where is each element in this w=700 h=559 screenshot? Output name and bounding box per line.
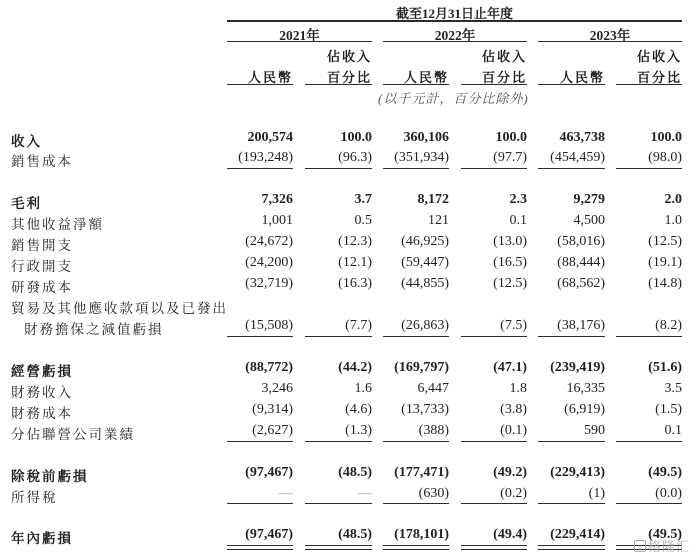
cell-rmb-2022: 121: [428, 213, 449, 228]
cell-rmb-2021: (2,627): [252, 423, 293, 438]
row-label: 銷售開支: [11, 238, 73, 253]
cell-rmb-2021: 200,574: [247, 130, 293, 145]
row-label: 其他收益淨額: [11, 217, 104, 232]
total-double-rule: [383, 545, 449, 550]
cell-rmb-2022: (13,733): [401, 402, 449, 417]
cell-rmb-2022: 6,447: [417, 381, 449, 396]
col-pct-header-2021-l1: 佔收入: [326, 49, 372, 64]
cell-rmb-2021: (9,314): [252, 402, 293, 417]
cell-pct-2023: 3.5: [664, 381, 682, 396]
cell-pct-2021: (7.7): [345, 318, 372, 333]
cell-pct-2021: 100.0: [340, 130, 372, 145]
row-label: 收入: [11, 134, 42, 149]
watermark-logo-icon: [634, 540, 646, 552]
unit-note: (以千元計，百分比除外): [378, 91, 529, 106]
table-row-cost-of-sales: [0, 150, 700, 170]
cell-rmb-2021: (97,467): [245, 465, 293, 480]
table-row-operating-loss: [0, 360, 700, 380]
subtotal-rule: [461, 503, 527, 504]
cell-pct-2022: 100.0: [495, 130, 527, 145]
cell-pct-2023: (51.6): [648, 360, 682, 375]
subtotal-rule: [227, 503, 293, 504]
subtotal-rule: [616, 503, 682, 504]
header-top-rule: [227, 20, 682, 22]
cell-pct-2021: (16.3): [338, 276, 372, 291]
cell-pct-2022: (7.5): [500, 318, 527, 333]
row-label: 經營虧損: [11, 364, 73, 379]
year-rule-2022: [383, 41, 527, 42]
col-pct-header-2023-l2: 百分比: [636, 70, 682, 85]
cell-pct-2023: (14.8): [648, 276, 682, 291]
subtotal-rule: [227, 168, 293, 169]
cell-pct-2021: (12.1): [338, 255, 372, 270]
cell-pct-2021: 1.6: [354, 381, 372, 396]
cell-pct-2022: 1.8: [509, 381, 527, 396]
table-row-share-of-associates: [0, 423, 700, 443]
cell-pct-2022: (97.7): [493, 150, 527, 165]
cell-pct-2021: 3.7: [354, 192, 372, 207]
cell-pct-2022: 0.1: [509, 213, 527, 228]
cell-pct-2021: (4.6): [345, 402, 372, 417]
cell-pct-2023: (1.5): [655, 402, 682, 417]
subtotal-rule: [616, 441, 682, 442]
cell-rmb-2022: (59,447): [401, 255, 449, 270]
cell-pct-2021: (48.5): [338, 527, 372, 542]
cell-pct-2023: (0.0): [655, 486, 682, 501]
cell-rmb-2023: 4,500: [573, 213, 605, 228]
cell-pct-2022: (16.5): [493, 255, 527, 270]
col-pct-header-2022-l1: 佔收入: [481, 49, 527, 64]
cell-pct-2023: (49.5): [648, 465, 682, 480]
cell-rmb-2021: (24,672): [245, 234, 293, 249]
subtotal-rule: [461, 336, 527, 337]
cell-pct-2021: (12.3): [338, 234, 372, 249]
subtotal-rule: [383, 168, 449, 169]
table-row-loss-for-year: [0, 527, 700, 547]
cell-pct-2022: (49.2): [493, 465, 527, 480]
cell-rmb-2023: (229,413): [550, 465, 605, 480]
cell-rmb-2023: (1): [588, 486, 605, 501]
table-row-other-income: [0, 213, 700, 233]
cell-pct-2023: (19.1): [648, 255, 682, 270]
cell-rmb-2022: (388): [418, 423, 449, 438]
subtotal-rule: [461, 168, 527, 169]
col-rmb-header-2022: 人民幣: [403, 70, 449, 85]
row-label: 銷售成本: [11, 154, 73, 169]
row-label: 毛利: [11, 196, 42, 211]
total-double-rule: [305, 545, 372, 550]
subtotal-rule: [538, 336, 605, 337]
cell-pct-2021: (44.2): [338, 360, 372, 375]
subtotal-rule: [383, 441, 449, 442]
subtotal-rule: [538, 168, 605, 169]
cell-pct-2023: 1.0: [664, 213, 682, 228]
subtotal-rule: [227, 441, 293, 442]
cell-rmb-2021: 3,246: [261, 381, 293, 396]
table-row-revenue: [0, 130, 700, 150]
cell-rmb-2021: (193,248): [238, 150, 293, 165]
cell-rmb-2021: (88,772): [245, 360, 293, 375]
row-label: 分佔聯營公司業績: [11, 427, 135, 442]
col-header-rule: [538, 84, 605, 85]
row-label: 所得稅: [11, 490, 58, 505]
cell-pct-2022: (3.8): [500, 402, 527, 417]
watermark-text: 格隆汇: [648, 540, 691, 555]
total-double-rule: [461, 545, 527, 550]
cell-rmb-2022: (178,101): [394, 527, 449, 542]
table-row-rnd-costs: [0, 276, 700, 296]
col-pct-header-2021-l2: 百分比: [326, 70, 372, 85]
subtotal-rule: [383, 336, 449, 337]
subtotal-rule: [461, 441, 527, 442]
year-2022: 2022年: [434, 28, 476, 43]
cell-pct-2021: (96.3): [338, 150, 372, 165]
cell-rmb-2022: 8,172: [417, 192, 449, 207]
year-rule-2021: [227, 41, 372, 42]
row-label: 財務成本: [11, 406, 73, 421]
cell-pct-2022: (0.2): [500, 486, 527, 501]
cell-rmb-2021: (32,719): [245, 276, 293, 291]
cell-rmb-2023: (454,459): [550, 150, 605, 165]
cell-rmb-2021: —: [279, 486, 293, 501]
year-rule-2023: [538, 41, 682, 42]
row-label: 除稅前虧損: [11, 469, 89, 484]
cell-pct-2023: 2.0: [664, 192, 682, 207]
table-row-gross-profit: [0, 192, 700, 212]
cell-pct-2022: (12.5): [493, 276, 527, 291]
col-header-rule: [383, 84, 449, 85]
cell-pct-2021: (1.3): [345, 423, 372, 438]
subtotal-rule: [305, 441, 372, 442]
col-header-rule: [461, 84, 527, 85]
row-label: 研發成本: [11, 280, 73, 295]
cell-rmb-2022: (26,863): [401, 318, 449, 333]
cell-rmb-2022: (46,925): [401, 234, 449, 249]
col-rmb-header-2021: 人民幣: [247, 70, 293, 85]
table-row-admin-expenses: [0, 255, 700, 275]
table-row-loss-before-tax: [0, 465, 700, 485]
col-pct-header-2023-l1: 佔收入: [636, 49, 682, 64]
row-label: 貿易及其他應收款項以及已發出: [11, 301, 228, 316]
row-label: 年內虧損: [11, 531, 73, 546]
col-header-rule: [227, 84, 293, 85]
col-header-rule: [616, 84, 682, 85]
cell-pct-2022: (13.0): [493, 234, 527, 249]
row-label: 財務擔保之減值虧損: [24, 322, 164, 337]
cell-rmb-2023: (239,419): [550, 360, 605, 375]
table-row-impairment-label-line1: [0, 297, 700, 317]
col-rmb-header-2023: 人民幣: [559, 70, 605, 85]
cell-pct-2022: 2.3: [509, 192, 527, 207]
subtotal-rule: [538, 503, 605, 504]
subtotal-rule: [305, 503, 372, 504]
total-double-rule: [227, 545, 293, 550]
cell-rmb-2021: 1,001: [261, 213, 293, 228]
row-label: 行政開支: [11, 259, 73, 274]
watermark: [634, 536, 690, 555]
table-row-finance-costs: [0, 402, 700, 422]
cell-rmb-2023: 463,738: [559, 130, 605, 145]
subtotal-rule: [305, 336, 372, 337]
cell-rmb-2021: 7,326: [261, 192, 293, 207]
cell-pct-2022: (49.4): [493, 527, 527, 542]
cell-pct-2023: (98.0): [648, 150, 682, 165]
cell-rmb-2023: (58,016): [557, 234, 605, 249]
col-pct-header-2022-l2: 百分比: [481, 70, 527, 85]
year-2023: 2023年: [589, 28, 631, 43]
cell-rmb-2023: (229,414): [550, 527, 605, 542]
cell-pct-2021: 0.5: [354, 213, 372, 228]
subtotal-rule: [227, 336, 293, 337]
cell-pct-2021: (48.5): [338, 465, 372, 480]
row-label: 財務收入: [11, 385, 73, 400]
cell-pct-2023: 100.0: [650, 130, 682, 145]
cell-rmb-2023: (38,176): [557, 318, 605, 333]
subtotal-rule: [616, 168, 682, 169]
table-row-selling-expenses: [0, 234, 700, 254]
cell-rmb-2022: (630): [418, 486, 449, 501]
cell-rmb-2021: (15,508): [245, 318, 293, 333]
cell-pct-2022: (47.1): [493, 360, 527, 375]
cell-rmb-2023: 16,335: [566, 381, 605, 396]
col-header-rule: [305, 84, 372, 85]
cell-rmb-2022: (44,855): [401, 276, 449, 291]
cell-rmb-2023: (6,919): [564, 402, 605, 417]
cell-pct-2023: (12.5): [648, 234, 682, 249]
table-row-impairment-losses: [0, 318, 700, 338]
total-double-rule: [538, 545, 605, 550]
cell-pct-2023: 0.1: [664, 423, 682, 438]
cell-rmb-2022: (177,471): [394, 465, 449, 480]
cell-pct-2022: (0.1): [500, 423, 527, 438]
cell-rmb-2023: (88,444): [557, 255, 605, 270]
cell-rmb-2021: (24,200): [245, 255, 293, 270]
cell-pct-2023: (8.2): [655, 318, 682, 333]
cell-rmb-2022: (351,934): [394, 150, 449, 165]
cell-rmb-2021: (97,467): [245, 527, 293, 542]
cell-rmb-2023: 590: [584, 423, 605, 438]
subtotal-rule: [383, 503, 449, 504]
cell-pct-2021: —: [358, 486, 372, 501]
table-row-finance-income: [0, 381, 700, 401]
period-title: 截至12月31日止年度: [395, 6, 513, 21]
subtotal-rule: [538, 441, 605, 442]
cell-pct-2023: (49.5): [648, 527, 682, 542]
cell-rmb-2023: 9,279: [573, 192, 605, 207]
subtotal-rule: [616, 336, 682, 337]
cell-rmb-2022: (169,797): [394, 360, 449, 375]
cell-rmb-2023: (68,562): [557, 276, 605, 291]
cell-rmb-2022: 360,106: [403, 130, 449, 145]
year-2021: 2021年: [279, 28, 320, 43]
subtotal-rule: [305, 168, 372, 169]
